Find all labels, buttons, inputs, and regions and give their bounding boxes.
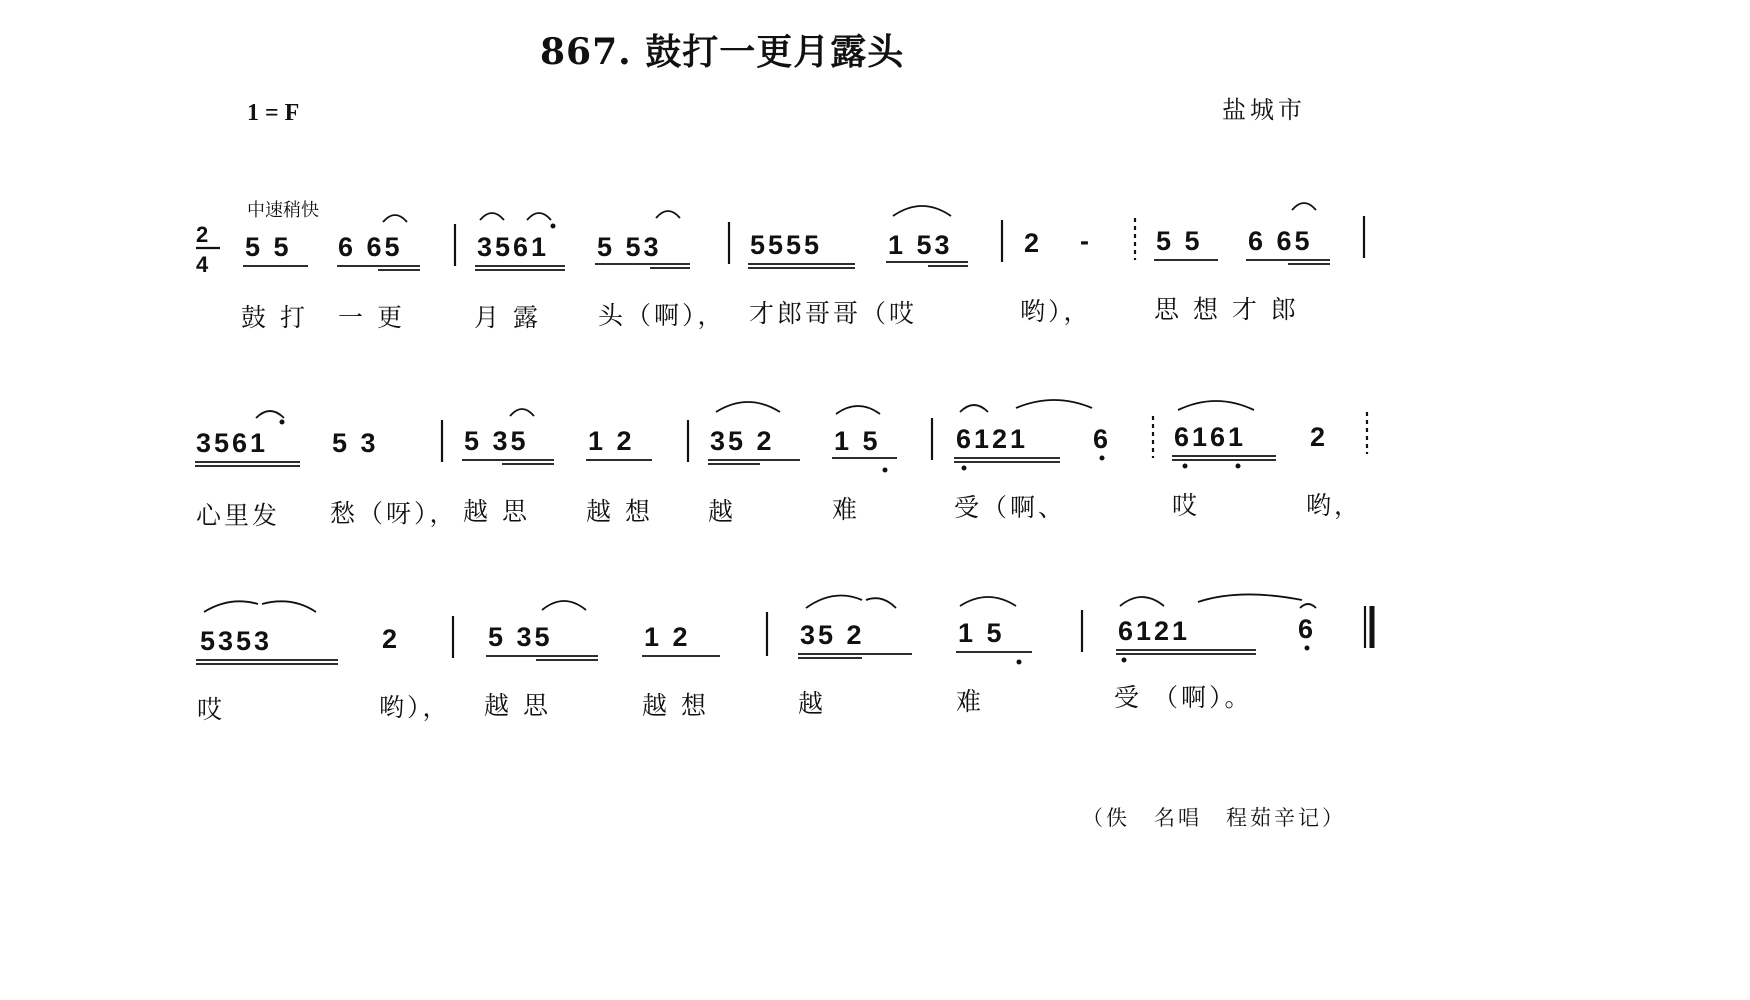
note-group: 2 xyxy=(1310,422,1329,452)
lyric-text: 越 想 xyxy=(642,691,709,720)
lyric-text: 越 想 xyxy=(586,497,653,526)
note-dash: - xyxy=(1080,226,1092,256)
lyric-text: 越 xyxy=(708,497,737,526)
note-group: 5 35 xyxy=(488,622,553,652)
note-group: 6 65 xyxy=(338,232,403,262)
lyric-text: 哎 xyxy=(1172,491,1201,520)
song-title: 867. 鼓打一更月露头 xyxy=(540,31,905,73)
note-group: 6 xyxy=(1093,424,1112,454)
lyric-text: 哎 xyxy=(197,695,226,724)
note-group: 1 5 xyxy=(834,426,881,456)
note-group: 1 5 xyxy=(958,618,1005,648)
note-group: 1 2 xyxy=(588,426,635,456)
lyric-text: 才郎哥哥（哎 xyxy=(749,299,918,328)
lyric-text: 难 xyxy=(956,687,985,716)
note-group: 3561 xyxy=(196,428,269,458)
note-group: 5353 xyxy=(200,626,273,656)
lyric-text: 哟）， xyxy=(379,693,451,722)
lyric-text: 受（啊、 xyxy=(954,493,1067,522)
time-signature-top: 2 xyxy=(196,222,209,247)
note-group: 5 3 xyxy=(332,428,379,458)
lyric-text: 越 xyxy=(798,689,827,718)
note-group: 6 xyxy=(1298,614,1317,644)
key-signature: 1 = F xyxy=(247,100,300,126)
origin-label: 盐城市 xyxy=(1222,96,1306,124)
lyric-text: 越 思 xyxy=(484,691,551,720)
lyric-text: 头（啊）， xyxy=(598,301,726,330)
lyric-text: 思 想 才 郎 xyxy=(1154,295,1299,324)
note-group: 5 5 xyxy=(245,232,292,262)
time-signature-bottom: 4 xyxy=(196,252,209,277)
lyric-text: 受 （啊）。 xyxy=(1114,683,1253,712)
note-group: 5 53 xyxy=(597,232,662,262)
lyric-text: 哟， xyxy=(1306,491,1363,520)
note-group: 6121 xyxy=(1118,616,1191,646)
lyric-text: 哟）， xyxy=(1020,297,1092,326)
note-group: 6161 xyxy=(1174,422,1247,452)
credit-line: （佚 名唱 程茹辛记） xyxy=(1082,806,1346,830)
note-group: 2 xyxy=(1024,228,1043,258)
note-group: 3561 xyxy=(477,232,550,262)
note-group: 5 35 xyxy=(464,426,529,456)
lyric-text: 愁（呀）， xyxy=(330,499,458,528)
lyric-text: 月 露 xyxy=(474,303,541,332)
note-group: 35 2 xyxy=(710,426,775,456)
note-group: 35 2 xyxy=(800,620,865,650)
note-group: 1 53 xyxy=(888,230,953,260)
lyric-text: 难 xyxy=(832,495,861,524)
bar-lines xyxy=(196,216,1372,658)
note-group: 1 2 xyxy=(644,622,691,652)
note-group: 5555 xyxy=(750,230,823,260)
tempo-marking: 中速稍快 xyxy=(247,200,319,221)
lyric-text: 一 更 xyxy=(338,303,405,332)
lyric-text: 鼓 打 xyxy=(241,303,308,332)
note-group: 6121 xyxy=(956,424,1029,454)
note-group: 2 xyxy=(382,624,401,654)
note-group: 5 5 xyxy=(1156,226,1203,256)
lyric-text: 越 思 xyxy=(463,497,530,526)
note-group: 6 65 xyxy=(1248,226,1313,256)
lyric-text: 心里发 xyxy=(196,501,281,530)
octave-dots xyxy=(280,224,1310,665)
